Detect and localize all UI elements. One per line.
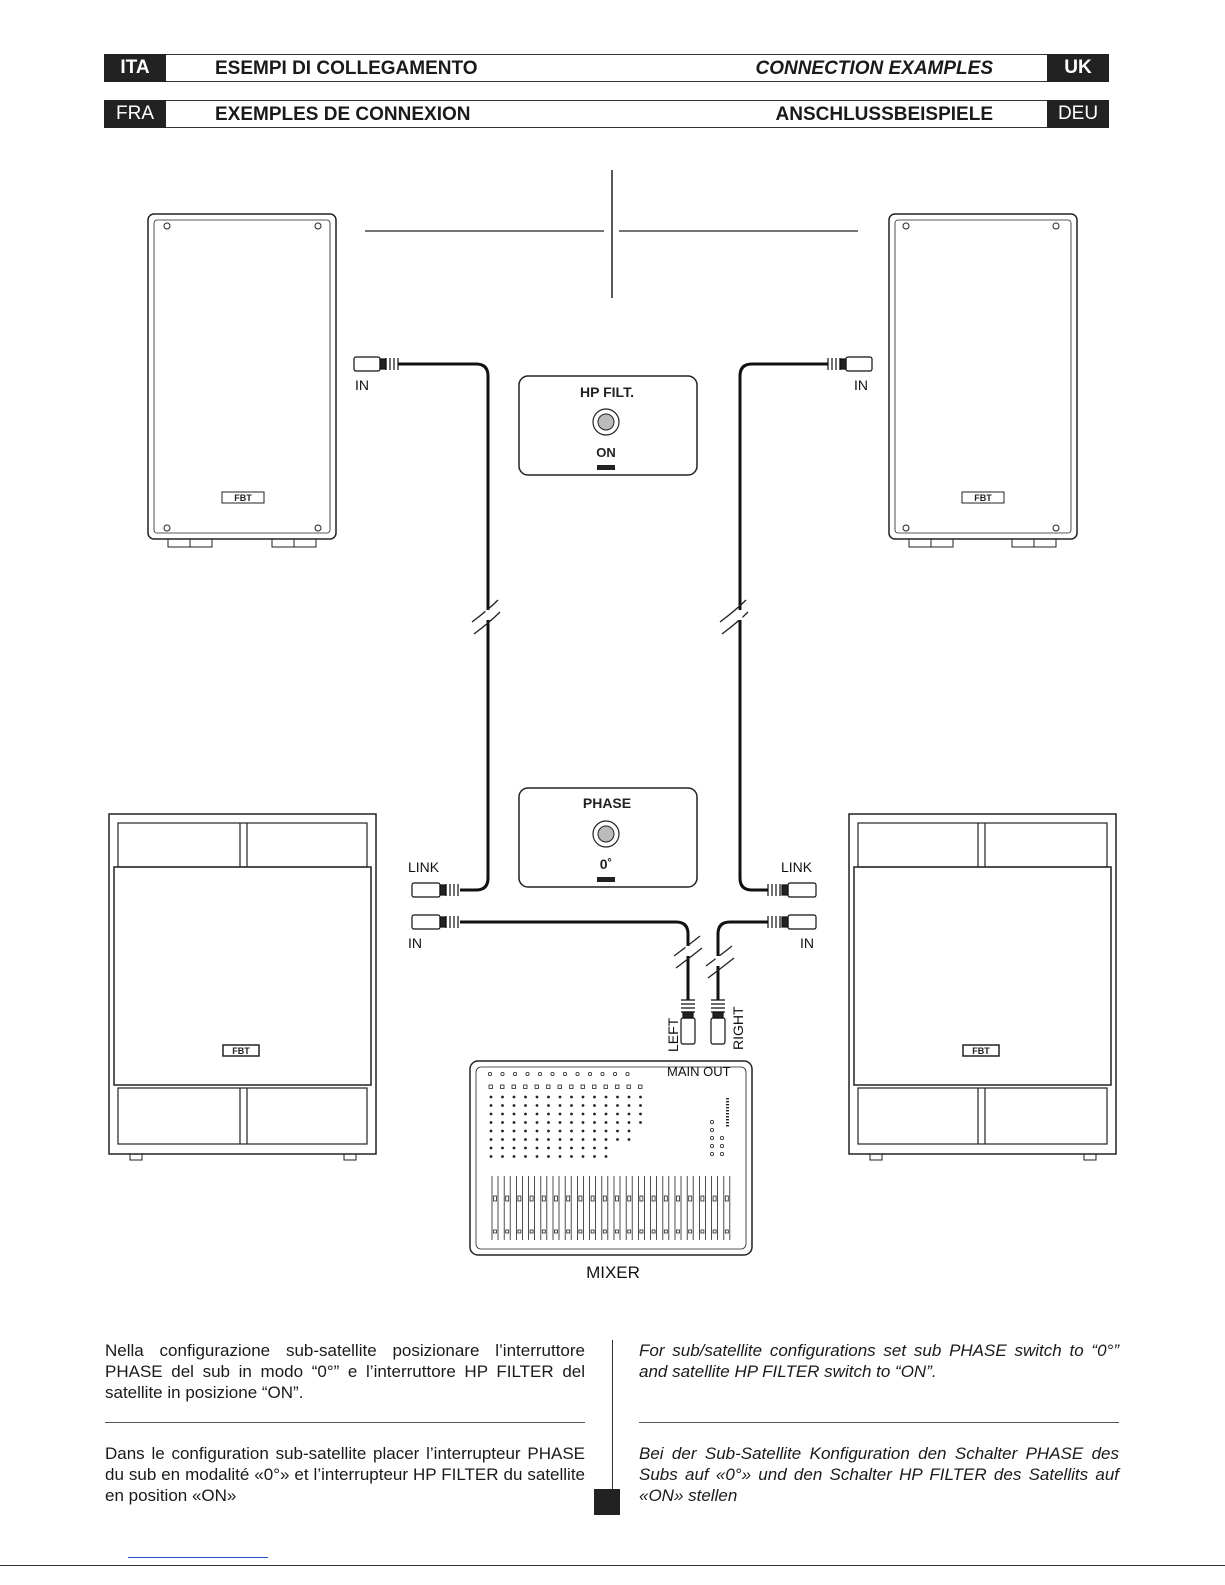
xlr-connector-icon bbox=[768, 883, 816, 897]
knob-icon bbox=[536, 1113, 539, 1116]
jack-icon bbox=[538, 1072, 541, 1075]
knob-icon bbox=[570, 1147, 573, 1150]
knob-icon bbox=[639, 1096, 642, 1099]
knob-icon bbox=[593, 1130, 596, 1133]
knob-icon bbox=[547, 1096, 550, 1099]
fader-cap bbox=[713, 1196, 716, 1201]
knob-icon bbox=[559, 1113, 562, 1116]
knob-icon bbox=[593, 1138, 596, 1141]
divider-left bbox=[105, 1422, 585, 1423]
knob-icon bbox=[720, 1136, 723, 1139]
jack-icon bbox=[563, 1072, 566, 1075]
knob-icon bbox=[501, 1138, 504, 1141]
label-link-left: LINK bbox=[408, 859, 440, 875]
xlr-connector-icon bbox=[412, 915, 458, 929]
hp-filter-state: ON bbox=[596, 445, 616, 460]
knob-icon bbox=[536, 1096, 539, 1099]
knob-icon bbox=[582, 1104, 585, 1107]
label-in-left-sub: IN bbox=[408, 935, 422, 951]
jack-icon bbox=[488, 1072, 491, 1075]
hp-filter-title: HP FILT. bbox=[580, 384, 634, 400]
fader-cap bbox=[725, 1230, 728, 1233]
knob-icon bbox=[639, 1104, 642, 1107]
button-icon bbox=[581, 1085, 585, 1089]
knob-icon bbox=[639, 1113, 642, 1116]
fader-cap bbox=[701, 1196, 704, 1201]
knob-icon bbox=[605, 1121, 608, 1124]
jack-icon bbox=[551, 1072, 554, 1075]
fader-cap bbox=[603, 1196, 606, 1201]
fader-cap bbox=[652, 1196, 655, 1201]
xlr-connectors bbox=[354, 357, 872, 1044]
title-fra: EXEMPLES DE CONNEXION bbox=[215, 104, 471, 125]
label-main-out: MAIN OUT bbox=[667, 1064, 731, 1079]
knob-icon bbox=[490, 1147, 493, 1150]
fader-cap bbox=[628, 1196, 631, 1201]
meter-led bbox=[726, 1113, 729, 1114]
paragraph-fra: Dans le configuration sub-satellite placer l’interrupteur PHASE du sub en modalité «0°» et l’interrupteur HP FILTER du satellite en position «ON» bbox=[105, 1444, 585, 1505]
knob-icon bbox=[593, 1155, 596, 1158]
mixer bbox=[470, 1061, 752, 1255]
lang-tag-deu: DEU bbox=[1047, 100, 1109, 128]
knob-icon bbox=[524, 1130, 527, 1133]
knob-icon bbox=[513, 1104, 516, 1107]
knob-icon bbox=[582, 1096, 585, 1099]
knob-icon bbox=[513, 1130, 516, 1133]
knob-icon bbox=[501, 1121, 504, 1124]
fader-cap bbox=[677, 1196, 680, 1201]
knob-icon bbox=[582, 1147, 585, 1150]
label-left-out: LEFT bbox=[665, 1017, 681, 1052]
button-icon bbox=[501, 1085, 505, 1089]
page-marker bbox=[594, 1489, 620, 1515]
fader-cap bbox=[689, 1230, 692, 1233]
subwoofer-left bbox=[109, 814, 376, 1160]
knob-icon bbox=[710, 1128, 713, 1131]
knob-icon bbox=[605, 1130, 608, 1133]
jack-icon bbox=[613, 1072, 616, 1075]
switch-position-icon bbox=[597, 465, 615, 470]
knob-icon bbox=[559, 1121, 562, 1124]
knob-icon bbox=[598, 414, 614, 430]
knob-icon bbox=[710, 1144, 713, 1147]
xlr-connector-icon bbox=[768, 915, 816, 929]
knob-icon bbox=[605, 1138, 608, 1141]
knob-icon bbox=[547, 1155, 550, 1158]
knob-icon bbox=[524, 1155, 527, 1158]
knob-icon bbox=[547, 1113, 550, 1116]
knob-icon bbox=[628, 1096, 631, 1099]
knob-icon bbox=[639, 1121, 642, 1124]
fader-cap bbox=[494, 1230, 497, 1233]
knob-icon bbox=[720, 1152, 723, 1155]
knob-icon bbox=[513, 1096, 516, 1099]
knob-icon bbox=[582, 1130, 585, 1133]
title-deu: ANSCHLUSSBEISPIELE bbox=[775, 104, 993, 125]
knob-icon bbox=[490, 1138, 493, 1141]
brand-logo-text: FBT bbox=[974, 493, 992, 503]
footer-link-line bbox=[128, 1557, 268, 1558]
fader-cap bbox=[616, 1230, 619, 1233]
fader-cap bbox=[725, 1196, 728, 1201]
label-in-left-satellite: IN bbox=[355, 377, 369, 393]
xlr-connector-icon bbox=[681, 1000, 695, 1044]
xlr-connector-icon bbox=[711, 1000, 725, 1044]
knob-icon bbox=[616, 1130, 619, 1133]
knob-icon bbox=[559, 1155, 562, 1158]
fader-cap bbox=[603, 1230, 606, 1233]
knob-icon bbox=[593, 1121, 596, 1124]
knob-icon bbox=[616, 1121, 619, 1124]
knob-icon bbox=[593, 1147, 596, 1150]
button-icon bbox=[593, 1085, 597, 1089]
knob-icon bbox=[513, 1155, 516, 1158]
label-link-right: LINK bbox=[781, 859, 813, 875]
footer-line bbox=[0, 1565, 1225, 1566]
knob-icon bbox=[536, 1147, 539, 1150]
knob-icon bbox=[559, 1147, 562, 1150]
paragraph-ita: Nella configurazione sub-satellite posizionare l’interruttore PHASE del sub in modo “0°” e l’interruttore HP FILTER del satellite in posizione “ON”. bbox=[105, 1341, 585, 1402]
meter-led bbox=[726, 1125, 729, 1126]
knob-icon bbox=[570, 1138, 573, 1141]
knob-icon bbox=[570, 1130, 573, 1133]
fader-cap bbox=[640, 1230, 643, 1233]
title-uk: CONNECTION EXAMPLES bbox=[755, 58, 993, 79]
knob-icon bbox=[710, 1120, 713, 1123]
knob-icon bbox=[547, 1138, 550, 1141]
lang-tag-uk: UK bbox=[1047, 54, 1109, 82]
cable-left-main bbox=[460, 922, 688, 1000]
meter-led bbox=[726, 1116, 729, 1117]
knob-icon bbox=[501, 1096, 504, 1099]
knob-icon bbox=[710, 1152, 713, 1155]
fader-cap bbox=[677, 1230, 680, 1233]
xlr-connector-icon bbox=[354, 357, 398, 371]
knob-icon bbox=[593, 1096, 596, 1099]
phase-switch-panel bbox=[519, 788, 697, 887]
fader-cap bbox=[628, 1230, 631, 1233]
knob-icon bbox=[524, 1138, 527, 1141]
meter-led bbox=[726, 1107, 729, 1108]
fader-cap bbox=[713, 1230, 716, 1233]
meter-led bbox=[726, 1110, 729, 1111]
fader-cap bbox=[506, 1196, 509, 1201]
knob-icon bbox=[582, 1155, 585, 1158]
button-icon bbox=[570, 1085, 574, 1089]
fader-cap bbox=[591, 1196, 594, 1201]
brand-logo-text: FBT bbox=[234, 493, 252, 503]
lang-tag-fra: FRA bbox=[104, 100, 166, 128]
knob-icon bbox=[570, 1096, 573, 1099]
fader-cap bbox=[555, 1230, 558, 1233]
knob-icon bbox=[628, 1138, 631, 1141]
knob-icon bbox=[628, 1121, 631, 1124]
brand-logo-text: FBT bbox=[972, 1046, 990, 1056]
knob-icon bbox=[501, 1113, 504, 1116]
lang-tag-ita: ITA bbox=[104, 54, 166, 82]
cable-right-main bbox=[718, 922, 768, 1000]
knob-icon bbox=[524, 1113, 527, 1116]
fader-cap bbox=[530, 1230, 533, 1233]
fader-cap bbox=[494, 1196, 497, 1201]
jack-icon bbox=[588, 1072, 591, 1075]
knob-icon bbox=[513, 1121, 516, 1124]
satellite-speaker-left bbox=[148, 214, 336, 547]
jack-icon bbox=[576, 1072, 579, 1075]
fader-cap bbox=[591, 1230, 594, 1233]
jack-icon bbox=[626, 1072, 629, 1075]
knob-icon bbox=[547, 1147, 550, 1150]
knob-icon bbox=[616, 1138, 619, 1141]
knob-icon bbox=[628, 1113, 631, 1116]
cable-left-link bbox=[398, 364, 488, 890]
knob-icon bbox=[616, 1104, 619, 1107]
knob-icon bbox=[547, 1130, 550, 1133]
knob-icon bbox=[628, 1104, 631, 1107]
knob-icon bbox=[513, 1113, 516, 1116]
knob-icon bbox=[582, 1138, 585, 1141]
button-icon bbox=[558, 1085, 562, 1089]
knob-icon bbox=[605, 1155, 608, 1158]
knob-icon bbox=[628, 1130, 631, 1133]
jack-icon bbox=[526, 1072, 529, 1075]
fader-cap bbox=[518, 1196, 521, 1201]
fader-cap bbox=[640, 1196, 643, 1201]
fader-cap bbox=[701, 1230, 704, 1233]
paragraph-uk: For sub/satellite configurations set sub PHASE switch to “0°” and satellite HP FILTER switch to “ON”. bbox=[639, 1341, 1119, 1381]
jack-icon bbox=[501, 1072, 504, 1075]
jack-icon bbox=[601, 1072, 604, 1075]
satellite-speaker-right bbox=[889, 214, 1077, 547]
meter-led bbox=[726, 1101, 729, 1102]
button-icon bbox=[535, 1085, 539, 1089]
knob-icon bbox=[490, 1104, 493, 1107]
knob-icon bbox=[524, 1096, 527, 1099]
brand-logo-text: FBT bbox=[232, 1046, 250, 1056]
fader-cap bbox=[579, 1230, 582, 1233]
knob-icon bbox=[501, 1130, 504, 1133]
fader-cap bbox=[530, 1196, 533, 1201]
knob-icon bbox=[490, 1130, 493, 1133]
meter-led bbox=[726, 1122, 729, 1123]
switch-position-icon bbox=[597, 877, 615, 882]
knob-icon bbox=[524, 1147, 527, 1150]
knob-icon bbox=[616, 1096, 619, 1099]
cable-right-link bbox=[740, 364, 828, 890]
fader-cap bbox=[567, 1196, 570, 1201]
knob-icon bbox=[547, 1104, 550, 1107]
knob-icon bbox=[501, 1104, 504, 1107]
phase-title: PHASE bbox=[582, 795, 632, 811]
knob-icon bbox=[547, 1121, 550, 1124]
knob-icon bbox=[570, 1113, 573, 1116]
button-icon bbox=[639, 1085, 643, 1089]
label-in-right-satellite: IN bbox=[854, 377, 868, 393]
title-ita: ESEMPI DI COLLEGAMENTO bbox=[215, 58, 478, 79]
meter-led bbox=[726, 1098, 729, 1099]
fader-cap bbox=[555, 1196, 558, 1201]
button-icon bbox=[547, 1085, 551, 1089]
meter-led bbox=[726, 1104, 729, 1105]
knob-icon bbox=[513, 1138, 516, 1141]
fader-cap bbox=[506, 1230, 509, 1233]
knob-icon bbox=[536, 1121, 539, 1124]
knob-icon bbox=[524, 1104, 527, 1107]
phase-state: 0˚ bbox=[599, 856, 613, 872]
fader-cap bbox=[689, 1196, 692, 1201]
knob-icon bbox=[490, 1096, 493, 1099]
knob-icon bbox=[490, 1121, 493, 1124]
knob-icon bbox=[559, 1130, 562, 1133]
button-icon bbox=[616, 1085, 620, 1089]
fader-cap bbox=[579, 1196, 582, 1201]
knob-icon bbox=[710, 1136, 713, 1139]
knob-icon bbox=[501, 1147, 504, 1150]
meter-led bbox=[726, 1119, 729, 1120]
knob-icon bbox=[720, 1144, 723, 1147]
knob-icon bbox=[559, 1138, 562, 1141]
paragraph-deu: Bei der Sub-Satellite Konfiguration den Schalter PHASE des Subs auf «0°» und den Schalter HP FILTER des Satellits auf «ON» stellen bbox=[639, 1444, 1119, 1505]
knob-icon bbox=[524, 1121, 527, 1124]
divider-right bbox=[639, 1422, 1119, 1423]
fader-cap bbox=[542, 1196, 545, 1201]
fader-cap bbox=[664, 1196, 667, 1201]
knob-icon bbox=[490, 1113, 493, 1116]
knob-icon bbox=[582, 1113, 585, 1116]
knob-icon bbox=[605, 1096, 608, 1099]
knob-icon bbox=[605, 1113, 608, 1116]
fader-cap bbox=[616, 1196, 619, 1201]
fader-cap bbox=[652, 1230, 655, 1233]
label-in-right-sub: IN bbox=[800, 935, 814, 951]
knob-icon bbox=[593, 1113, 596, 1116]
knob-icon bbox=[501, 1155, 504, 1158]
fader-cap bbox=[542, 1230, 545, 1233]
hp-filter-switch-panel bbox=[519, 376, 697, 475]
jack-icon bbox=[513, 1072, 516, 1075]
knob-icon bbox=[570, 1104, 573, 1107]
knob-icon bbox=[536, 1130, 539, 1133]
button-icon bbox=[524, 1085, 528, 1089]
knob-icon bbox=[490, 1155, 493, 1158]
label-right-out: RIGHT bbox=[730, 1006, 746, 1050]
xlr-connector-icon bbox=[828, 357, 872, 371]
knob-icon bbox=[559, 1096, 562, 1099]
label-mixer: MIXER bbox=[586, 1263, 640, 1282]
fader-cap bbox=[664, 1230, 667, 1233]
knob-icon bbox=[513, 1147, 516, 1150]
button-icon bbox=[489, 1085, 493, 1089]
button-icon bbox=[627, 1085, 631, 1089]
knob-icon bbox=[570, 1155, 573, 1158]
knob-icon bbox=[559, 1104, 562, 1107]
knob-icon bbox=[605, 1104, 608, 1107]
knob-icon bbox=[616, 1113, 619, 1116]
knob-icon bbox=[598, 826, 614, 842]
fader-cap bbox=[567, 1230, 570, 1233]
button-icon bbox=[604, 1085, 608, 1089]
button-icon bbox=[512, 1085, 516, 1089]
knob-icon bbox=[570, 1121, 573, 1124]
knob-icon bbox=[582, 1121, 585, 1124]
knob-icon bbox=[536, 1104, 539, 1107]
xlr-connector-icon bbox=[412, 883, 458, 897]
knob-icon bbox=[593, 1104, 596, 1107]
subwoofer-right bbox=[849, 814, 1116, 1160]
knob-icon bbox=[536, 1138, 539, 1141]
knob-icon bbox=[605, 1147, 608, 1150]
knob-icon bbox=[536, 1155, 539, 1158]
text-column-divider bbox=[612, 1340, 613, 1490]
fader-cap bbox=[518, 1230, 521, 1233]
